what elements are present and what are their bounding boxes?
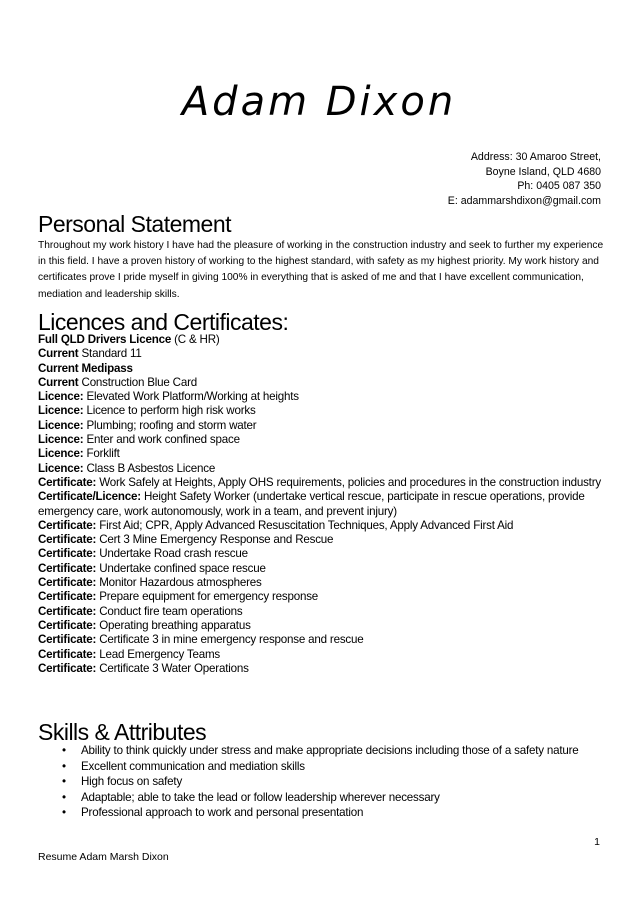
- licence-item: [38, 362, 608, 376]
- bullet-icon: •: [62, 759, 66, 773]
- licence-text: Undertake confined space rescue: [99, 561, 266, 575]
- personal-statement-text: Throughout my work history I have had the pleasure of working in the construction industry and seek to further my experience in this field. I have a proven history of working to the highest standard, with safety as my highest priority. My work history and certificates prove I pride myself in giving 100% in everything that is asked of me and that I have excellent communication, mediation and leadership skills.: [38, 240, 604, 300]
- licence-item: [38, 619, 608, 633]
- skill-text: Ability to think quickly under stress and make appropriate decisions including those of a safety nature: [81, 744, 579, 757]
- skill-text: Excellent communication and mediation skills: [81, 759, 305, 773]
- licence-item: [38, 476, 608, 490]
- licence-text: Construction Blue Card: [81, 375, 197, 389]
- licence-label: Certificate:: [38, 604, 97, 618]
- licence-text: Cert 3 Mine Emergency Response and Rescue: [99, 533, 334, 547]
- licence-text: Forklift: [86, 447, 120, 461]
- licence-label: Full QLD Drivers Licence: [38, 333, 172, 346]
- licence-text: Lead Emergency Teams: [99, 647, 221, 661]
- footer-text: Resume Adam Marsh Dixon: [38, 851, 169, 863]
- licence-text: Work Safely at Heights, Apply OHS requirements, policies and procedures in the construction industry: [99, 475, 601, 489]
- bullet-icon: •: [62, 775, 66, 788]
- licence-label: Certificate:: [38, 576, 97, 590]
- licence-item: [38, 347, 608, 361]
- licence-text: Enter and work confined space: [86, 433, 240, 447]
- licence-label: Certificate/Licence:: [38, 490, 141, 504]
- licence-text: Certificate 3 in mine emergency response and rescue: [99, 633, 364, 647]
- licence-item: [38, 419, 608, 433]
- licence-text: First Aid; CPR, Apply Advanced Resuscitation Techniques, Apply Advanced First Aid: [99, 518, 514, 532]
- licence-label: Current: [38, 347, 79, 361]
- address-line-1: Address: 30 Amaroo Street,: [470, 151, 601, 163]
- page-number: 1: [594, 836, 600, 848]
- licence-text: Operating breathing apparatus: [99, 618, 251, 632]
- licence-item: [38, 390, 608, 404]
- licence-text: Undertake Road crash rescue: [99, 547, 248, 561]
- licence-label: Licence:: [38, 447, 84, 461]
- licence-label: Licence:: [38, 404, 84, 418]
- licences-list: [38, 333, 608, 676]
- licence-label: Certificate:: [38, 475, 97, 489]
- licence-item: [38, 547, 608, 561]
- resume-name: Adam Dixon: [181, 79, 457, 125]
- licence-label: Certificate:: [38, 618, 97, 632]
- licence-label: Certificate:: [38, 518, 97, 532]
- licence-item: [38, 404, 608, 418]
- skill-text: High focus on safety: [81, 775, 183, 788]
- licence-text: Certificate 3 Water Operations: [99, 661, 249, 675]
- licence-label: Current: [38, 375, 79, 389]
- licence-item: [38, 490, 608, 519]
- licences-heading: Licences and Certificates:: [38, 309, 289, 335]
- licence-item: [38, 462, 608, 476]
- licence-item: [38, 562, 608, 576]
- licence-label: Certificate:: [38, 647, 97, 661]
- licence-text: Elevated Work Platform/Working at heights: [86, 390, 299, 404]
- skills-list: [62, 744, 602, 822]
- licence-item: [38, 447, 608, 461]
- skill-item: [62, 806, 602, 821]
- licence-text: Licence to perform high risk works: [86, 404, 256, 418]
- licence-item: [38, 590, 608, 604]
- skill-item: [62, 791, 602, 806]
- licence-label: Certificate:: [38, 533, 97, 547]
- email-address: E: adammarshdixon@gmail.com: [447, 194, 601, 207]
- bullet-icon: •: [62, 790, 66, 804]
- phone-number: Ph: 0405 087 350: [517, 180, 601, 192]
- skill-text: Adaptable; able to take the lead or follow leadership wherever necessary: [81, 790, 440, 804]
- licence-item: [38, 605, 608, 619]
- licence-item: [38, 633, 608, 647]
- licence-text: Class B Asbestos Licence: [86, 461, 216, 475]
- licence-text: Standard 11: [81, 347, 142, 361]
- licence-item: [38, 533, 608, 547]
- licence-label: Certificate:: [38, 590, 97, 604]
- address-line-2: Boyne Island, QLD 4680: [485, 165, 601, 178]
- licence-item: [38, 333, 608, 347]
- skill-item: [62, 760, 602, 775]
- skill-text: Professional approach to work and personal presentation: [81, 806, 364, 819]
- licence-text: (C & HR): [174, 333, 220, 346]
- licence-label: Licence:: [38, 433, 84, 447]
- licence-item: [38, 433, 608, 447]
- licence-text: Height Safety Worker (undertake vertical rescue, participate in rescue operations, provide emergency care, work autonomously, work in a team, and prevent injury): [38, 490, 585, 518]
- skill-item: [62, 775, 602, 790]
- skill-item: [62, 744, 602, 759]
- licence-text: Monitor Hazardous atmospheres: [99, 576, 262, 590]
- licence-item: [38, 376, 608, 390]
- licence-label: Certificate:: [38, 633, 97, 647]
- licence-label: Current Medipass: [38, 361, 133, 375]
- licence-text: Plumbing; roofing and storm water: [86, 418, 257, 432]
- licence-label: Licence:: [38, 461, 84, 475]
- licence-label: Certificate:: [38, 547, 97, 561]
- licence-label: Certificate:: [38, 561, 97, 575]
- personal-statement-heading: Personal Statement: [38, 211, 232, 237]
- licence-item: [38, 576, 608, 590]
- licence-label: Licence:: [38, 418, 84, 432]
- licence-item: [38, 662, 608, 676]
- bullet-icon: •: [62, 806, 66, 819]
- licence-item: [38, 519, 608, 533]
- bullet-icon: •: [62, 744, 66, 757]
- contact-block: [341, 150, 601, 208]
- licence-text: Conduct fire team operations: [99, 604, 243, 618]
- licence-label: Licence:: [38, 390, 84, 404]
- skills-heading: Skills & Attributes: [38, 719, 207, 745]
- licence-label: Certificate:: [38, 661, 97, 675]
- licence-text: Prepare equipment for emergency response: [99, 590, 319, 604]
- licence-item: [38, 648, 608, 662]
